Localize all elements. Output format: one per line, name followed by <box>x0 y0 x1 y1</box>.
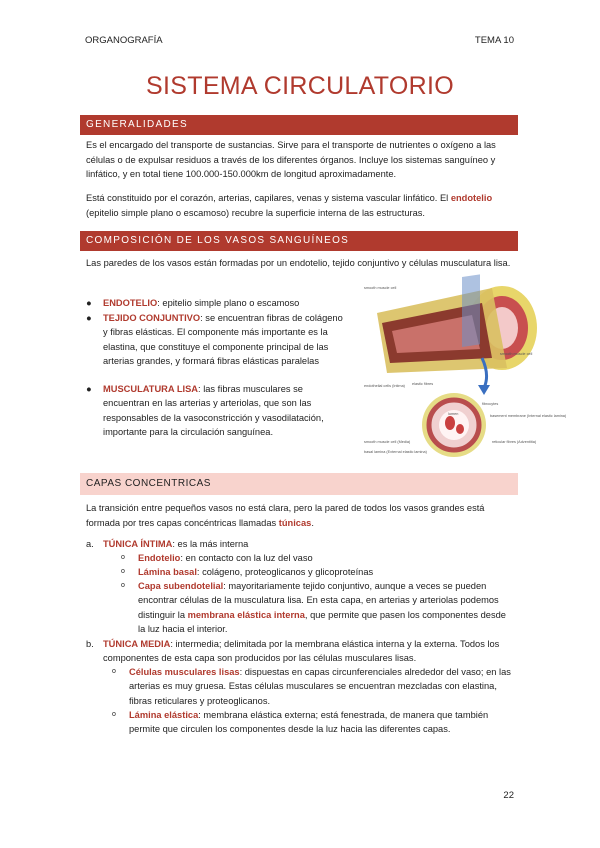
gen-paragraph-1: Es el encargado del transporte de sustancias. Sirve para el transporte de nutrientes o oxígeno a las células o de expulsar residuos a través de los diferentes órganos. Incluye los sistemas sanguíneo y linfático, y en total tiene 100.000-150.000km de longitud aproximadamente. <box>86 140 496 179</box>
fig-label-6: basement membrane (Internal elastic lamina) <box>490 414 567 418</box>
bullet-musculatura-title: MUSCULATURA LISA <box>103 384 199 394</box>
list-item-b <box>86 637 512 666</box>
list-label-b: b. <box>86 639 94 649</box>
capas-intro-highlight: túnicas <box>278 517 312 528</box>
capas-intro-text-b: . <box>311 517 314 528</box>
bullet-tejido-conjuntivo <box>86 311 346 368</box>
capa-subendotelial-text-a: : mayoritariamente tejido conjuntivo, aunque a veces se pueden encontrar células de la musculatura lisa. En esta capa, en arterias y arteriolas podemos distinguir la <box>138 581 499 620</box>
list-label-a: a. <box>86 539 94 549</box>
tunica-intima-title: TÚNICA ÍNTIMA <box>103 539 173 549</box>
page-title: SISTEMA CIRCULATORIO <box>146 72 454 100</box>
sublist-capa-subendotelial <box>121 579 512 636</box>
sub-bullet: o <box>121 554 125 561</box>
fig-label-4: fibrocytes <box>482 402 499 406</box>
fig-label-8: smooth muscle cell <box>500 352 533 356</box>
blood-vessel-figure <box>362 283 567 461</box>
gen-p2-text-b: (epitelio simple plano o escamoso) recubre la superficie interna de las estructuras. <box>86 207 425 218</box>
section-composicion: COMPOSICIÓN DE LOS VASOS SANGUÍNEOS <box>80 231 518 251</box>
tunica-intima-text: : es la más interna <box>172 539 249 549</box>
lamina-basal-title: Lámina basal <box>138 567 197 577</box>
red-blood-cell <box>456 424 464 434</box>
fig-label-2: endothelial cells (Intima) <box>364 384 405 388</box>
sub-bullet: o <box>112 711 116 718</box>
fig-label-7: reticular fibres (Adventitia) <box>492 440 537 444</box>
header-topic: TEMA 10 <box>474 35 514 46</box>
section-plane <box>462 274 480 347</box>
tunica-media-title: TÚNICA MEDIA <box>103 639 171 649</box>
bullet-tejido-text: : se encuentran fibras de colágeno y fibras elásticas. El componente más importante es la elastina, que constituye el componente principal de las arterias grandes, y formará fibras elásticas paralelas <box>103 313 343 366</box>
sub-bullet: o <box>121 582 125 589</box>
capas-intro-text-a: La transición entre pequeños vasos no está clara, pero la pared de todos los vasos grandes está formada por tres capas concéntricas llamadas <box>86 503 485 528</box>
capas-intro <box>86 501 512 530</box>
gen-p2-text-a: Está constituido por el corazón, arterias, capilares, venas y sistema vascular linfático. El <box>86 193 451 203</box>
tunica-media-text: : intermedia; delimitada por la membrana elástica interna y la externa. Todos los componentes de esta capa son producidos por las células musculares lisas. <box>103 639 500 664</box>
section-generalidades: GENERALIDADES <box>80 115 518 135</box>
bullet-endotelio <box>86 296 346 310</box>
membrana-elastica-interna: membrana elástica interna <box>187 609 305 620</box>
bullet-dot: ● <box>86 298 92 308</box>
bullet-musculatura-text: : las fibras musculares se encuentran en las arterias y arteriolas, que son las responsables de la vasoconstricción y vasodilatación, importante para la circulación sanguínea. <box>103 384 324 437</box>
lamina-elastica-title: Lámina elástica <box>129 710 199 720</box>
bullet-musculatura-lisa <box>86 382 346 439</box>
gen-paragraph-2 <box>86 191 512 220</box>
fig-label-9: basal lamina (External elastic lamina) <box>364 450 427 454</box>
capa-subendotelial-text-b: , que permite que pasen los componentes desde la luz hacia el interior. <box>138 609 506 634</box>
capa-subendotelial-title: Capa subendotelial <box>138 581 224 591</box>
bullet-dot: ● <box>86 313 92 323</box>
celulas-musculares-text: : dispuestas en capas circunferenciales alrededor del vaso; en las arterias es muy gruesa. Estas células musculares se encuentran mezcladas con elastina, fibras reticulares y proteoglicanos. <box>129 667 511 706</box>
bullet-endotelio-title: ENDOTELIO <box>103 298 158 308</box>
sublist-lamina-elastica <box>112 708 512 737</box>
sub-bullet: o <box>121 568 125 575</box>
endotelio-text: : en contacto con la luz del vaso <box>180 553 313 563</box>
gen-p2-highlight: endotelio <box>450 193 493 203</box>
comp-intro: Las paredes de los vasos están formadas por un endotelio, tejido conjuntivo y células musculatura lisa. <box>86 258 511 268</box>
fig-label-5: lumen <box>448 412 459 416</box>
list-item-a <box>86 537 512 551</box>
sublist-endotelio <box>121 551 512 565</box>
sublist-lamina-basal <box>121 565 512 579</box>
celulas-musculares-title: Células musculares lisas <box>129 667 240 677</box>
sub-bullet: o <box>112 668 116 675</box>
red-blood-cell <box>445 416 455 430</box>
header-subject: ORGANOGRAFÍA <box>85 35 163 46</box>
fig-label-0: smooth muscle cell <box>364 286 397 290</box>
bullet-dot: ● <box>86 384 92 394</box>
page-number: 22 <box>503 790 514 801</box>
lamina-elastica-text: : membrana elástica externa; está fenestrada, de manera que también permite que circulen los componentes desde la luz hacia las diferentes capas. <box>129 710 489 735</box>
bullet-tejido-title: TEJIDO CONJUNTIVO <box>103 313 201 323</box>
sublist-celulas-musculares <box>112 665 512 708</box>
bullet-endotelio-text: : epitelio simple plano o escamoso <box>157 298 300 308</box>
endotelio-title: Endotelio <box>138 553 181 563</box>
section-capas-concentricas: CAPAS CONCENTRICAS <box>80 473 518 495</box>
fig-label-1: elastic fibres <box>412 382 434 386</box>
fig-label-3: smooth muscle cell (Media) <box>364 440 411 444</box>
lamina-basal-text: : colágeno, proteoglicanos y glicoproteínas <box>196 567 374 577</box>
